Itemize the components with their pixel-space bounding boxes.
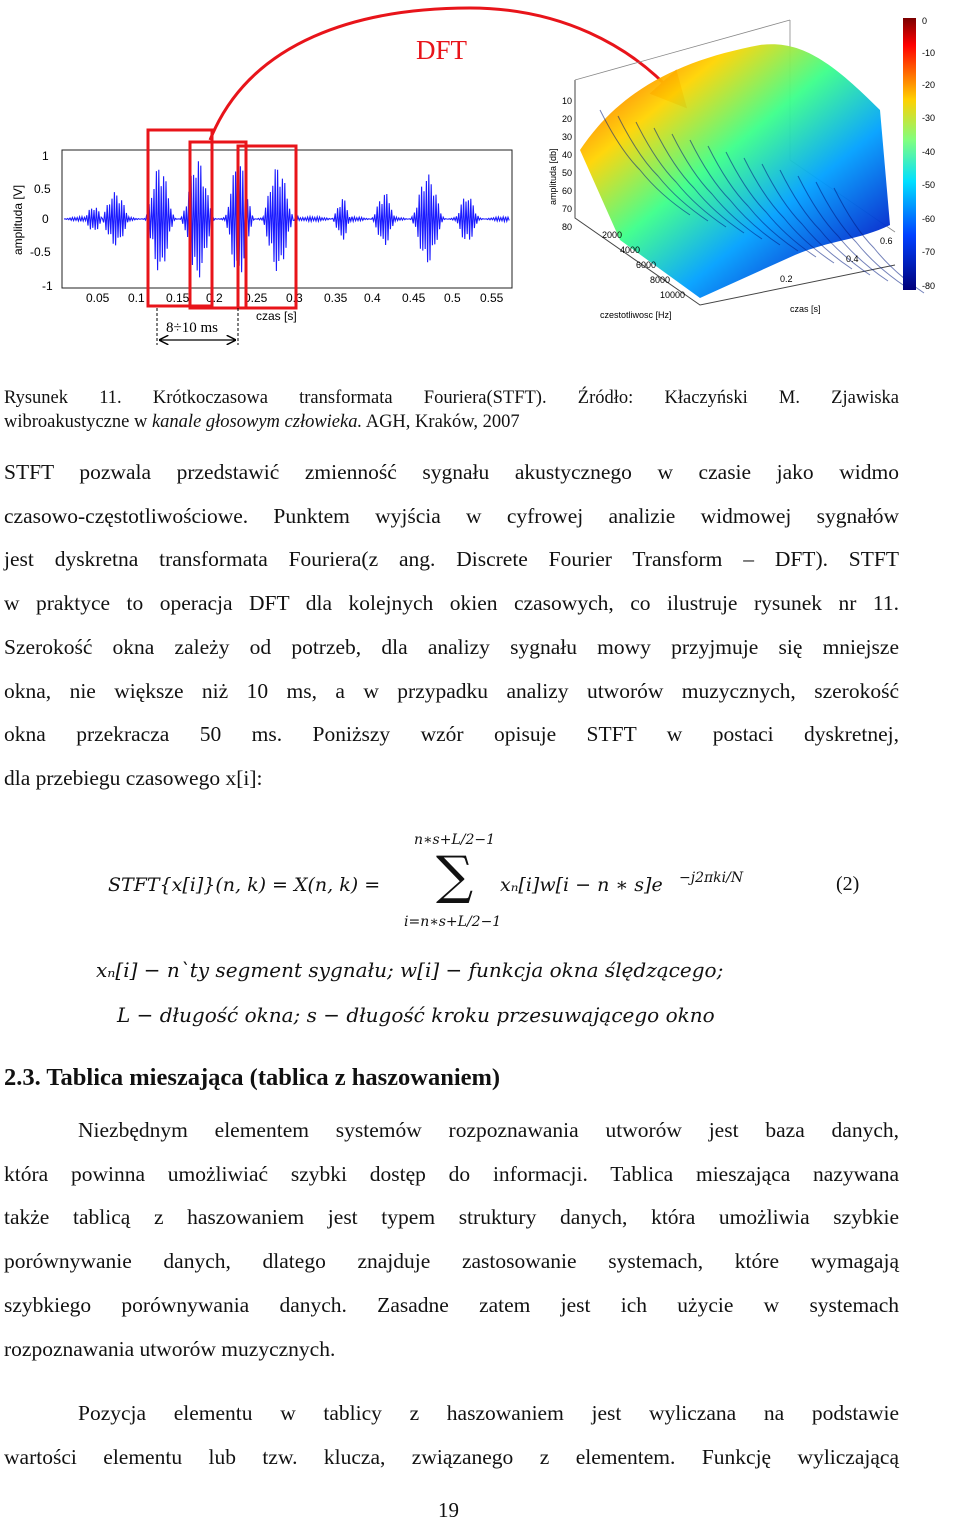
svg-text:10: 10 [562,96,573,106]
svg-text:0.5: 0.5 [34,182,51,196]
time-axis-label: czas [s] [790,304,821,314]
formula-legend-2: L − długość okna; s − długość kroku przesuwającego okno [117,1003,715,1027]
freq-axis-label: czestotliwosc [Hz] [600,310,672,320]
sum-sigma: ∑ [436,846,474,906]
waveform-ylabel: amplituda [V] [11,184,25,255]
colorbar [903,18,916,290]
section-heading: 2.3. Tablica mieszająca (tablica z haszowaniem) [4,1064,501,1091]
svg-text:0.25: 0.25 [244,291,268,305]
svg-text:-0.5: -0.5 [30,245,51,259]
svg-text:8000: 8000 [650,275,671,285]
svg-text:0.2: 0.2 [206,291,223,305]
svg-text:-20: -20 [922,80,936,90]
paragraph-hash-position: Pozycja elementu w tablicy z haszowaniem jest wyliczana na podstawie wartości elementu lub tzw. klucza, związanego z elementem. Funkcję wyliczającą [4,1401,899,1469]
svg-text:0.3: 0.3 [286,291,303,305]
spectrogram-3d [548,16,935,320]
svg-text:-10: -10 [922,48,936,58]
svg-text:0.55: 0.55 [480,291,504,305]
waveform-xlabel: czas [s] [256,309,297,323]
svg-text:-60: -60 [922,214,936,224]
svg-text:-50: -50 [922,180,936,190]
formula-lhs: STFT{x[i]}(n, k) = X(n, k) = [108,874,381,896]
svg-text:0.2: 0.2 [780,274,793,284]
window-size-label: 8÷10 ms [166,320,218,336]
svg-text:0: 0 [922,16,928,26]
svg-text:80: 80 [562,222,573,232]
svg-text:0.4: 0.4 [364,291,381,305]
caption-line-1: Rysunek 11. Krótkoczasowa transformata Fouriera(STFT). Źródło: Kłaczyński M. Zjawiska [4,388,899,408]
equation-number: (2) [836,873,860,895]
figure-caption [4,386,899,434]
caption-line-2: wibroakustyczne w kanale głosowym człowieka. AGH, Kraków, 2007 [4,412,520,432]
svg-text:0: 0 [42,212,49,226]
stft-figure [0,0,960,350]
svg-text:4000: 4000 [620,245,641,255]
svg-text:0.35: 0.35 [324,291,348,305]
waveform-plot [11,130,512,345]
paragraph-hash-table: Niezbędnym elementem systemów rozpoznawania utworów jest baza danych, która powinna umożliwiać szybki dostęp do informacji. Tablica mieszająca nazywana także tablicą z haszowaniem jest typem struktury danych, która umożliwia szybkie porównywanie danych, dlatego znajduje zastosowanie systemach, które wymagają szybkiego porównywania danych. Zasadne zatem jest ich użycie w systemach rozpoznawania utworów muzycznych. [4,1118,899,1361]
paragraph-stft: STFT pozwala przedstawić zmienność sygnału akustycznego w czasie jako widmo czasowo-częstotliwościowe. Punktem wyjścia w cyfrowej analizie widmowej sygnałów jest dyskretna transformata Fouriera(z ang. Discrete Fourier Transform – DFT). STFT w praktyce to operacja DFT dla kolejnych okien czasowych, co ilustruje rysunek nr 11. Szerokość okna zależy od potrzeb, dla analizy sygnału mowy przyjmuje się mniejsze okna, nie większe niż 10 ms, a w przypadku analizy utworów muzycznych, szerokość okna przekracza 50 ms. Poniższy wzór opisuje STFT w postaci dyskretnej, dla przebiegu czasowego x[i]: [4,460,899,790]
svg-text:-80: -80 [922,281,936,291]
svg-text:-40: -40 [922,147,936,157]
svg-text:-70: -70 [922,247,936,257]
svg-text:0.05: 0.05 [86,291,110,305]
svg-text:2000: 2000 [602,230,623,240]
svg-text:0.6: 0.6 [880,236,893,246]
sum-lower-limit: i=n∗s+L/2−1 [404,914,502,930]
zaxis-label: amplituda [db] [548,148,558,205]
svg-text:0.4: 0.4 [846,254,859,264]
svg-text:-1: -1 [42,279,53,293]
svg-text:-30: -30 [922,113,936,123]
page-number: 19 [438,1498,459,1522]
dft-label: DFT [416,35,468,65]
svg-text:50: 50 [562,168,573,178]
sum-upper-limit: n∗s+L/2−1 [414,832,496,848]
svg-text:0.15: 0.15 [166,291,190,305]
formula-term: xₙ[i]w[i − n ∗ s]e [500,874,663,896]
formula-exponent: −j2πki/N [679,870,744,886]
svg-text:1: 1 [42,149,49,163]
svg-text:0.45: 0.45 [402,291,426,305]
svg-text:0.1: 0.1 [128,291,145,305]
svg-text:20: 20 [562,114,573,124]
svg-text:40: 40 [562,150,573,160]
svg-text:30: 30 [562,132,573,142]
svg-text:0.5: 0.5 [444,291,461,305]
formula-legend-1: xₙ[i] − n`ty segment sygnału; w[i] − funkcja okna ślędzącego; [96,958,724,982]
svg-text:70: 70 [562,204,573,214]
svg-text:60: 60 [562,186,573,196]
svg-text:6000: 6000 [636,260,657,270]
svg-text:10000: 10000 [660,290,686,300]
